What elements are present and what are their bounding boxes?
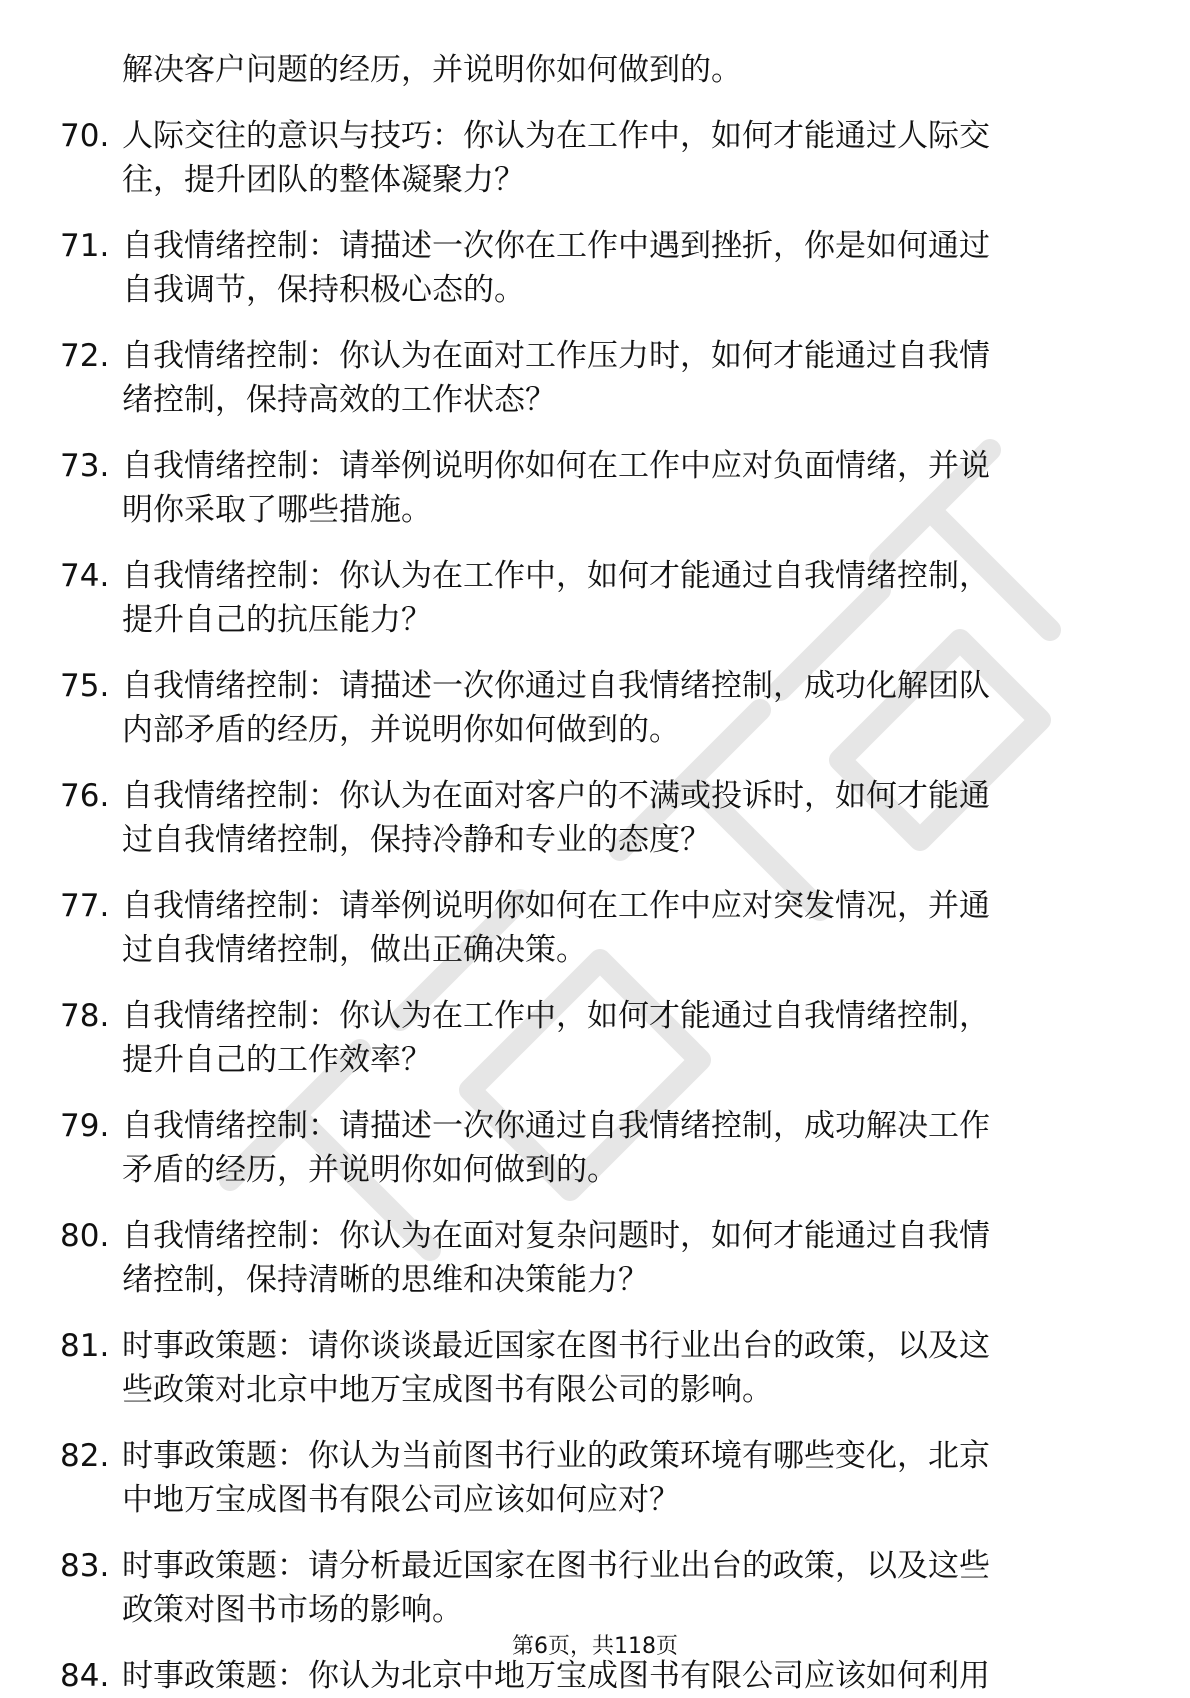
list-item [60, 554, 1110, 642]
item-text-line: 往，提升团队的整体凝聚力？ [122, 162, 525, 198]
item-text-line: 提升自己的抗压能力？ [122, 602, 432, 638]
item-text-line: 自我情绪控制：你认为在工作中，如何才能通过自我情绪控制， [122, 998, 990, 1034]
list-item [60, 1214, 1110, 1302]
item-text-line: 时事政策题：请你谈谈最近国家在图书行业出台的政策，以及这 [122, 1328, 990, 1364]
item-number: 81. [60, 1328, 110, 1364]
item-text-line: 中地万宝成图书有限公司应该如何应对？ [122, 1482, 680, 1518]
item-text-line: 时事政策题：请分析最近国家在图书行业出台的政策，以及这些 [122, 1548, 990, 1584]
item-text-line: 自我情绪控制：你认为在面对工作压力时，如何才能通过自我情 [122, 338, 990, 374]
list-item [60, 444, 1110, 532]
list-item [60, 1434, 1110, 1522]
item-text-line: 绪控制，保持高效的工作状态？ [122, 382, 556, 418]
item-text-line: 过自我情绪控制，保持冷静和专业的态度？ [122, 822, 711, 858]
item-text-line: 政策对图书市场的影响。 [122, 1592, 463, 1628]
page-footer: 第6页，共118页 [512, 1634, 678, 1659]
item-text [122, 884, 1110, 972]
list-item [60, 114, 1110, 202]
item-text-line: 自我情绪控制：请举例说明你如何在工作中应对突发情况，并通 [122, 888, 990, 924]
item-number: 77. [60, 888, 110, 924]
item-text [122, 1104, 1110, 1192]
item-text-line: 时事政策题：你认为当前图书行业的政策环境有哪些变化，北京 [122, 1438, 990, 1474]
item-text [122, 444, 1110, 532]
item-number: 75. [60, 668, 110, 704]
item-number: 71. [60, 228, 110, 264]
item-text-line: 自我情绪控制：请描述一次你通过自我情绪控制，成功化解团队 [122, 668, 990, 704]
item-text [122, 114, 1110, 202]
item-text-line: 时事政策题：你认为北京中地万宝成图书有限公司应该如何利用 [122, 1658, 990, 1694]
item-number: 78. [60, 998, 110, 1034]
list-item [60, 774, 1110, 862]
item-number: 83. [60, 1548, 110, 1584]
item-number: 84. [60, 1658, 110, 1694]
item-text-line: 自我情绪控制：你认为在面对客户的不满或投诉时，如何才能通 [122, 778, 990, 814]
question-list [60, 114, 1110, 1698]
item-text [122, 1214, 1110, 1302]
item-number: 76. [60, 778, 110, 814]
item-text-line: 自我情绪控制：请描述一次你在工作中遇到挫折，你是如何通过 [122, 228, 990, 264]
document-body [60, 48, 1110, 1698]
item-text [122, 334, 1110, 422]
continuation-text: 解决客户问题的经历，并说明你如何做到的。 [122, 52, 742, 88]
item-text [122, 1324, 1110, 1412]
item-text-line: 些政策对北京中地万宝成图书有限公司的影响。 [122, 1372, 773, 1408]
item-text-line: 绪控制，保持清晰的思维和决策能力？ [122, 1262, 649, 1298]
item-text-line: 自我情绪控制：请举例说明你如何在工作中应对负面情绪，并说 [122, 448, 990, 484]
item-text [122, 224, 1110, 312]
item-number: 74. [60, 558, 110, 594]
list-item [60, 664, 1110, 752]
item-text-line: 人际交往的意识与技巧：你认为在工作中，如何才能通过人际交 [122, 118, 990, 154]
list-item [60, 334, 1110, 422]
item-text [122, 1434, 1110, 1522]
item-text [122, 554, 1110, 642]
item-text-line: 过自我情绪控制，做出正确决策。 [122, 932, 587, 968]
list-item [60, 994, 1110, 1082]
item-text-line: 提升自己的工作效率？ [122, 1042, 432, 1078]
item-text [122, 774, 1110, 862]
item-number: 80. [60, 1218, 110, 1254]
item-text [122, 664, 1110, 752]
item-text-line: 内部矛盾的经历，并说明你如何做到的。 [122, 712, 680, 748]
item-text [122, 1544, 1110, 1632]
item-text [122, 994, 1110, 1082]
item-text-line: 自我情绪控制：你认为在面对复杂问题时，如何才能通过自我情 [122, 1218, 990, 1254]
item-text-line: 自我情绪控制：请描述一次你通过自我情绪控制，成功解决工作 [122, 1108, 990, 1144]
list-item [60, 1104, 1110, 1192]
item-number: 70. [60, 118, 110, 154]
list-item [60, 884, 1110, 972]
list-item [60, 1544, 1110, 1632]
item-text-line: 自我调节，保持积极心态的。 [122, 272, 525, 308]
list-item [60, 1324, 1110, 1412]
item-text-line: 明你采取了哪些措施。 [122, 492, 432, 528]
item-text-line: 自我情绪控制：你认为在工作中，如何才能通过自我情绪控制， [122, 558, 990, 594]
item-text-line: 矛盾的经历，并说明你如何做到的。 [122, 1152, 618, 1188]
item-number: 82. [60, 1438, 110, 1474]
item-number: 79. [60, 1108, 110, 1144]
item-number: 73. [60, 448, 110, 484]
item-number: 72. [60, 338, 110, 374]
list-item [60, 224, 1110, 312]
